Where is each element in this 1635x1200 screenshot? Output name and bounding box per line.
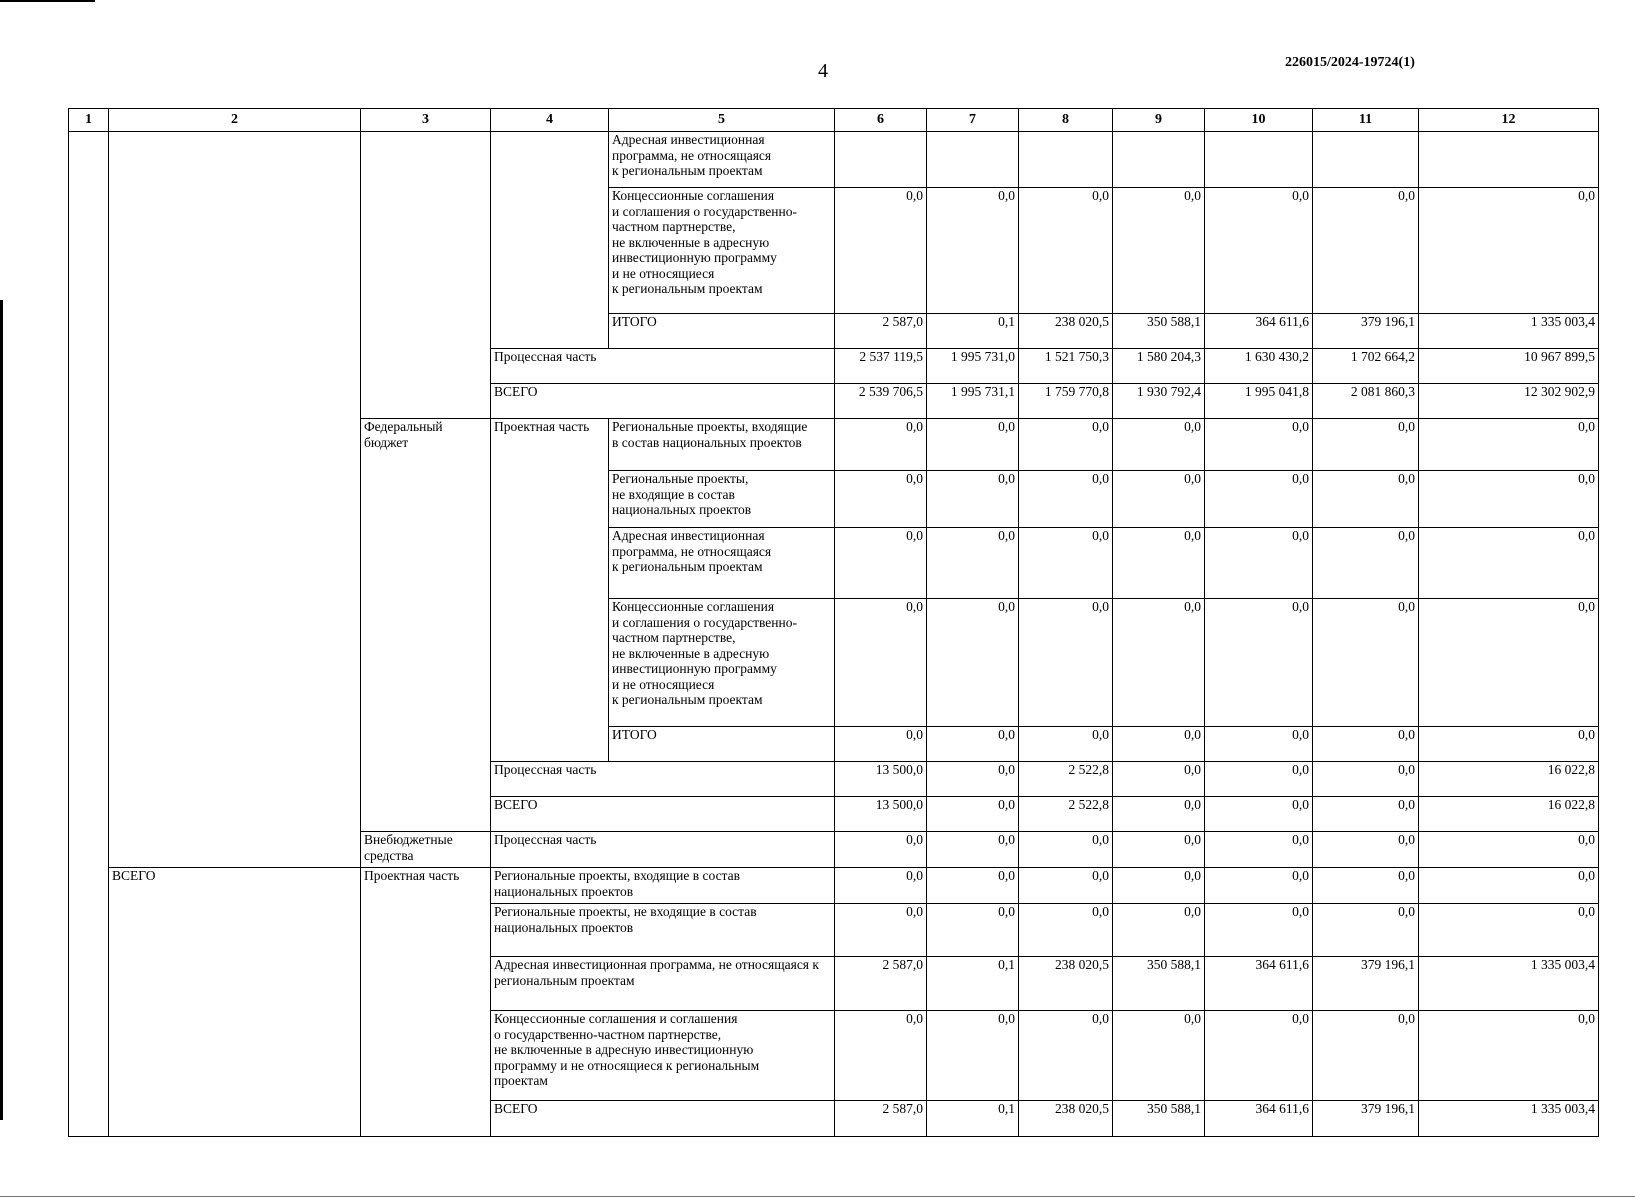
col-number: 10 <box>1205 109 1313 132</box>
value-cell: 0,0 <box>1313 868 1419 904</box>
row-label: Адресная инвестиционная программа, не относящаяся к региональным проектам <box>609 132 835 188</box>
value-cell: 0,0 <box>1113 762 1205 797</box>
table-row <box>69 868 1599 904</box>
row-label: Региональные проекты, входящие в состав национальных проектов <box>491 868 835 904</box>
col-number: 9 <box>1113 109 1205 132</box>
value-cell: 0,0 <box>1313 727 1419 762</box>
row-label: ВСЕГО <box>491 384 835 419</box>
row-label: Региональные проекты, не входящие в состав национальных проектов <box>609 471 835 528</box>
value-cell: 0,1 <box>927 957 1019 1011</box>
value-cell: 12 302 902,9 <box>1419 384 1599 419</box>
value-cell: 0,0 <box>1313 419 1419 471</box>
value-cell: 0,0 <box>927 832 1019 868</box>
row-label: Адресная инвестиционная программа, не относящаяся к региональным проектам <box>609 528 835 599</box>
row-label: Концессионные соглашения и соглашения о государственно- частном партнерстве, не включенные в адресную инвестиционную программу и не относящиеся к региональным проектам <box>609 599 835 727</box>
column-number-row <box>69 109 1599 132</box>
value-cell: 0,0 <box>1313 471 1419 528</box>
value-cell: 16 022,8 <box>1419 762 1599 797</box>
col-number: 5 <box>609 109 835 132</box>
value-cell: 0,0 <box>927 1011 1019 1101</box>
value-cell: 0,0 <box>1419 599 1599 727</box>
value-cell: 0,0 <box>1019 868 1113 904</box>
value-cell: 1 521 750,3 <box>1019 349 1113 384</box>
value-cell: 0,0 <box>1205 528 1313 599</box>
value-cell: 0,0 <box>1205 419 1313 471</box>
value-cell: 0,0 <box>1113 832 1205 868</box>
value-cell: 0,0 <box>1419 528 1599 599</box>
grand-total-label: ВСЕГО <box>109 868 361 1137</box>
value-cell: 0,0 <box>1113 599 1205 727</box>
value-cell: 0,0 <box>1019 832 1113 868</box>
value-cell: 379 196,1 <box>1313 1101 1419 1137</box>
value-cell: 0,0 <box>1313 1011 1419 1101</box>
value-cell: 364 611,6 <box>1205 314 1313 349</box>
empty-cell <box>1113 132 1205 188</box>
col-number: 11 <box>1313 109 1419 132</box>
value-cell: 0,0 <box>927 528 1019 599</box>
row-label: ВСЕГО <box>491 1101 835 1137</box>
value-cell: 0,0 <box>835 904 927 957</box>
value-cell: 0,0 <box>835 832 927 868</box>
col-number: 6 <box>835 109 927 132</box>
value-cell: 0,0 <box>1205 797 1313 832</box>
value-cell: 0,0 <box>927 727 1019 762</box>
row-label: ИТОГО <box>609 314 835 349</box>
value-cell: 0,0 <box>1113 1011 1205 1101</box>
footer-rule <box>0 1196 1635 1197</box>
scan-side-mark <box>0 300 3 1120</box>
project-part-label: Проектная часть <box>361 868 491 1137</box>
value-cell: 0,0 <box>835 471 927 528</box>
row-label: Региональные проекты, входящие в состав национальных проектов <box>609 419 835 471</box>
col-number: 12 <box>1419 109 1599 132</box>
scan-top-mark <box>0 0 95 2</box>
value-cell: 0,0 <box>835 727 927 762</box>
value-cell: 1 335 003,4 <box>1419 1101 1599 1137</box>
value-cell: 238 020,5 <box>1019 1101 1113 1137</box>
source-federal-budget: Федеральный бюджет <box>361 419 491 832</box>
value-cell: 0,0 <box>1313 904 1419 957</box>
row-label: Процессная часть <box>491 349 835 384</box>
col3-cell <box>361 132 491 419</box>
col-number: 2 <box>109 109 361 132</box>
row-label: Региональные проекты, не входящие в состав национальных проектов <box>491 904 835 957</box>
value-cell: 238 020,5 <box>1019 957 1113 1011</box>
value-cell: 0,0 <box>1019 471 1113 528</box>
value-cell: 0,0 <box>1019 528 1113 599</box>
value-cell: 0,0 <box>1019 1011 1113 1101</box>
value-cell: 0,0 <box>1205 727 1313 762</box>
value-cell: 0,0 <box>927 419 1019 471</box>
empty-cell <box>1019 132 1113 188</box>
value-cell: 0,0 <box>927 471 1019 528</box>
value-cell: 0,0 <box>1419 832 1599 868</box>
value-cell: 0,0 <box>927 904 1019 957</box>
value-cell: 0,0 <box>1313 188 1419 314</box>
value-cell: 16 022,8 <box>1419 797 1599 832</box>
row-label: Процессная часть <box>491 832 835 868</box>
value-cell: 2 522,8 <box>1019 797 1113 832</box>
col-number: 3 <box>361 109 491 132</box>
value-cell: 379 196,1 <box>1313 314 1419 349</box>
row-label: ВСЕГО <box>491 797 835 832</box>
col-number: 7 <box>927 109 1019 132</box>
value-cell: 0,0 <box>1113 797 1205 832</box>
value-cell: 0,0 <box>1313 762 1419 797</box>
value-cell: 0,0 <box>1419 471 1599 528</box>
empty-cell <box>835 132 927 188</box>
empty-cell <box>1313 132 1419 188</box>
value-cell: 0,0 <box>835 528 927 599</box>
value-cell: 0,0 <box>1313 797 1419 832</box>
value-cell: 2 587,0 <box>835 1101 927 1137</box>
value-cell: 0,0 <box>1419 904 1599 957</box>
empty-cell <box>927 132 1019 188</box>
empty-cell <box>1205 132 1313 188</box>
source-extrabudget: Внебюджетные средства <box>361 832 491 868</box>
value-cell: 0,0 <box>1313 599 1419 727</box>
value-cell: 0,0 <box>1113 868 1205 904</box>
value-cell: 0,0 <box>1205 188 1313 314</box>
value-cell: 2 522,8 <box>1019 762 1113 797</box>
value-cell: 0,0 <box>1113 528 1205 599</box>
value-cell: 0,0 <box>835 599 927 727</box>
row-label: Процессная часть <box>491 762 835 797</box>
value-cell: 0,0 <box>1205 832 1313 868</box>
document-id: 226015/2024-19724(1) <box>1285 55 1415 70</box>
row-label: ИТОГО <box>609 727 835 762</box>
value-cell: 0,0 <box>1419 727 1599 762</box>
col1-cell <box>69 132 109 1137</box>
col2-cell <box>109 132 361 868</box>
value-cell: 2 537 119,5 <box>835 349 927 384</box>
value-cell: 0,0 <box>1019 188 1113 314</box>
value-cell: 350 588,1 <box>1113 314 1205 349</box>
value-cell: 0,0 <box>835 419 927 471</box>
row-label: Адресная инвестиционная программа, не относящаяся к региональным проектам <box>491 957 835 1011</box>
value-cell: 364 611,6 <box>1205 957 1313 1011</box>
value-cell: 2 587,0 <box>835 314 927 349</box>
value-cell: 0,0 <box>1019 419 1113 471</box>
value-cell: 0,1 <box>927 1101 1019 1137</box>
value-cell: 13 500,0 <box>835 762 927 797</box>
value-cell: 0,0 <box>1113 188 1205 314</box>
value-cell: 364 611,6 <box>1205 1101 1313 1137</box>
value-cell: 0,0 <box>927 797 1019 832</box>
value-cell: 0,0 <box>927 599 1019 727</box>
col-number: 8 <box>1019 109 1113 132</box>
value-cell: 0,0 <box>1205 904 1313 957</box>
value-cell: 2 539 706,5 <box>835 384 927 419</box>
value-cell: 0,0 <box>927 868 1019 904</box>
value-cell: 0,0 <box>1313 832 1419 868</box>
value-cell: 0,0 <box>1419 868 1599 904</box>
value-cell: 0,0 <box>835 1011 927 1101</box>
value-cell: 0,0 <box>835 188 927 314</box>
value-cell: 2 081 860,3 <box>1313 384 1419 419</box>
value-cell: 1 335 003,4 <box>1419 957 1599 1011</box>
col4-cell <box>491 132 609 349</box>
value-cell: 0,0 <box>1419 188 1599 314</box>
value-cell: 1 995 731,1 <box>927 384 1019 419</box>
row-label: Концессионные соглашения и соглашения о государственно-частном партнерстве, не включенные в адресную инвестиционную программу и не относящиеся к региональным проектам <box>491 1011 835 1101</box>
value-cell: 0,0 <box>1419 419 1599 471</box>
value-cell: 0,0 <box>1205 868 1313 904</box>
budget-table <box>68 108 1599 1137</box>
value-cell: 0,0 <box>1205 1011 1313 1101</box>
project-part-label: Проектная часть <box>491 419 609 762</box>
value-cell: 0,0 <box>835 868 927 904</box>
col-number: 4 <box>491 109 609 132</box>
value-cell: 350 588,1 <box>1113 1101 1205 1137</box>
value-cell: 0,0 <box>1205 599 1313 727</box>
value-cell: 0,0 <box>1313 528 1419 599</box>
empty-cell <box>1419 132 1599 188</box>
value-cell: 10 967 899,5 <box>1419 349 1599 384</box>
page-number: 4 <box>818 60 828 82</box>
value-cell: 0,0 <box>1205 762 1313 797</box>
value-cell: 1 995 731,0 <box>927 349 1019 384</box>
value-cell: 1 335 003,4 <box>1419 314 1599 349</box>
value-cell: 2 587,0 <box>835 957 927 1011</box>
value-cell: 238 020,5 <box>1019 314 1113 349</box>
value-cell: 0,0 <box>1019 599 1113 727</box>
value-cell: 1 630 430,2 <box>1205 349 1313 384</box>
value-cell: 0,0 <box>1205 471 1313 528</box>
table-row <box>69 132 1599 188</box>
value-cell: 0,0 <box>927 762 1019 797</box>
row-label: Концессионные соглашения и соглашения о государственно- частном партнерстве, не включенные в адресную инвестиционную программу и не относящиеся к региональным проектам <box>609 188 835 314</box>
value-cell: 1 580 204,3 <box>1113 349 1205 384</box>
value-cell: 1 930 792,4 <box>1113 384 1205 419</box>
value-cell: 0,0 <box>1113 419 1205 471</box>
value-cell: 0,0 <box>927 188 1019 314</box>
value-cell: 0,0 <box>1113 727 1205 762</box>
value-cell: 13 500,0 <box>835 797 927 832</box>
value-cell: 0,0 <box>1419 1011 1599 1101</box>
value-cell: 0,1 <box>927 314 1019 349</box>
value-cell: 379 196,1 <box>1313 957 1419 1011</box>
value-cell: 0,0 <box>1113 904 1205 957</box>
value-cell: 0,0 <box>1019 904 1113 957</box>
value-cell: 1 702 664,2 <box>1313 349 1419 384</box>
value-cell: 1 995 041,8 <box>1205 384 1313 419</box>
value-cell: 350 588,1 <box>1113 957 1205 1011</box>
value-cell: 0,0 <box>1019 727 1113 762</box>
col-number: 1 <box>69 109 109 132</box>
value-cell: 1 759 770,8 <box>1019 384 1113 419</box>
value-cell: 0,0 <box>1113 471 1205 528</box>
